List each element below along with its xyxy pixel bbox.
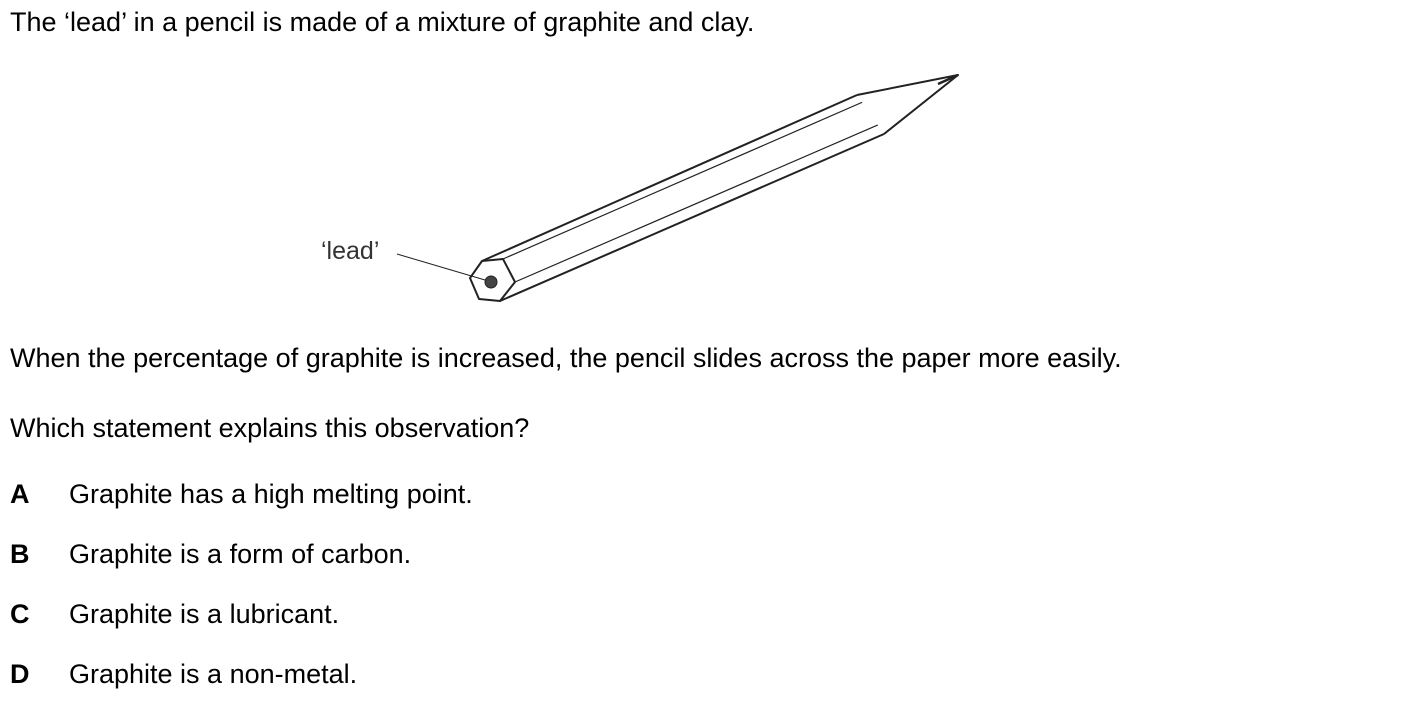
lead-leader-line [397,254,485,280]
pencil-facet-line [503,98,872,259]
pencil-facet-line [515,121,887,282]
option-text: Graphite has a high melting point. [69,479,473,509]
question-intro: The ‘lead’ in a pencil is made of a mixture of graphite and clay. [10,7,755,37]
option-text: Graphite is a form of carbon. [69,539,412,569]
pencil-diagram [0,0,1415,330]
option-letter: A [10,479,30,509]
option-text: Graphite is a lubricant. [69,599,340,629]
option-letter: C [10,599,30,629]
option-a[interactable] [10,478,473,510]
pencil-sharpened-wood [857,75,958,134]
lead-core [485,276,497,288]
option-text: Graphite is a non-metal. [69,659,358,689]
lead-label: ‘lead’ [321,237,380,265]
option-b[interactable] [10,538,411,570]
question-prompt: Which statement explains this observation? [10,413,530,443]
option-c[interactable] [10,598,339,630]
pencil-body-top-edge [482,95,857,261]
option-letter: D [10,659,30,689]
option-letter: B [10,539,30,569]
pencil-body-bottom-edge [500,134,884,301]
pencil-illustration [397,75,958,301]
question-observation: When the percentage of graphite is increased, the pencil slides across the paper more easily. [10,343,1122,373]
option-d[interactable] [10,658,357,690]
